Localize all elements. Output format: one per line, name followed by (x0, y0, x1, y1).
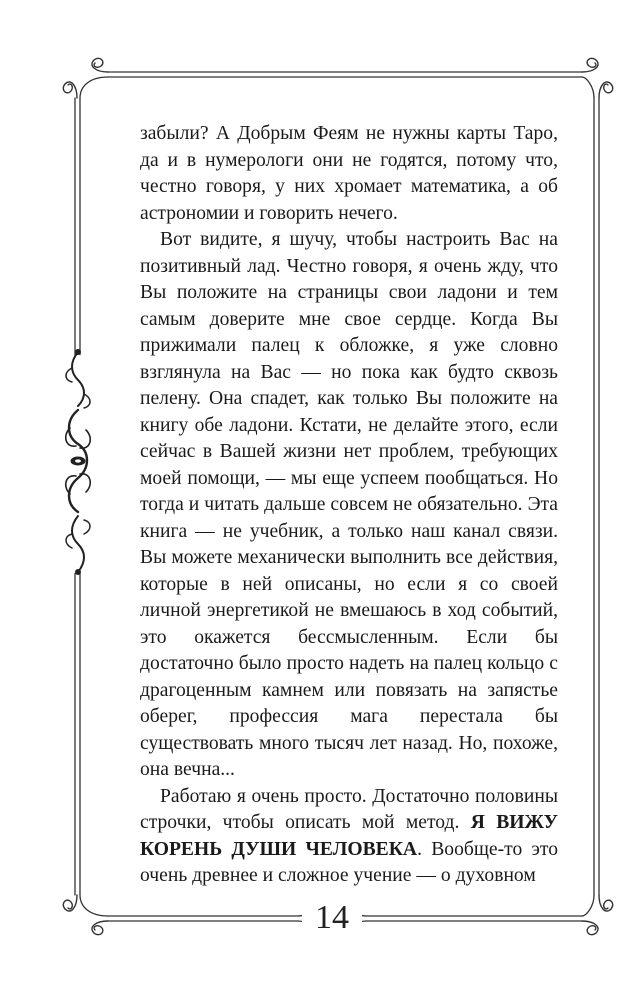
paragraph (140, 121, 558, 227)
text-run: Вот видите, я шучу, чтобы настроить Вас на позитивный лад. Честно говоря, я очень жду, что Вы положите на страницы свои ладони и тем самым доверите мне свое сердце. Когда Вы прижимали палец к обложке, я уже словно взглянула на Вас — но пока как будто сквозь пелену. Она спадет, как только Вы положите на книгу обе ладони. Кстати, не делайте этого, если сейчас в Вашей жизни нет проблем, требующих моей помощи, — мы еще успеем пообщаться. Но тогда и читать дальше совсем не обязательно. Эта книга — не учебник, а только наш канал связи. Вы можете механически выполнить все действия, которые в ней описаны, но если я со своей личной энергетикой не вмешаюсь в ход событий, это окажется бессмысленным. Если бы достаточно было просто надеть на палец кольцо с драгоценным камнем или повязать на запястье оберег, профессия мага перестала бы существовать много тысяч лет назад. Но, похоже, она вечна... (140, 229, 558, 780)
emphasis-text: Я ВИЖУ КОРЕНЬ ДУШИ ЧЕЛОВЕКА (140, 812, 558, 860)
scroll-ornament-icon (66, 350, 91, 575)
page-number: 14 (302, 898, 362, 938)
paragraph (140, 227, 558, 784)
paragraph (140, 784, 558, 890)
text-run: Работаю я очень просто. Достаточно половины строчки, чтобы описать мой метод. (140, 785, 558, 833)
text-run: . Вообще-то это очень древнее и сложное учение — о духовном (140, 838, 558, 886)
text-run: забыли? А Добрым Феям не нужны карты Таро, да и в нумерологи они не годятся, потому что, честно говоря, у них хромает математика, а об астрономии и говорить нечего. (140, 123, 558, 224)
body-text (140, 121, 558, 890)
